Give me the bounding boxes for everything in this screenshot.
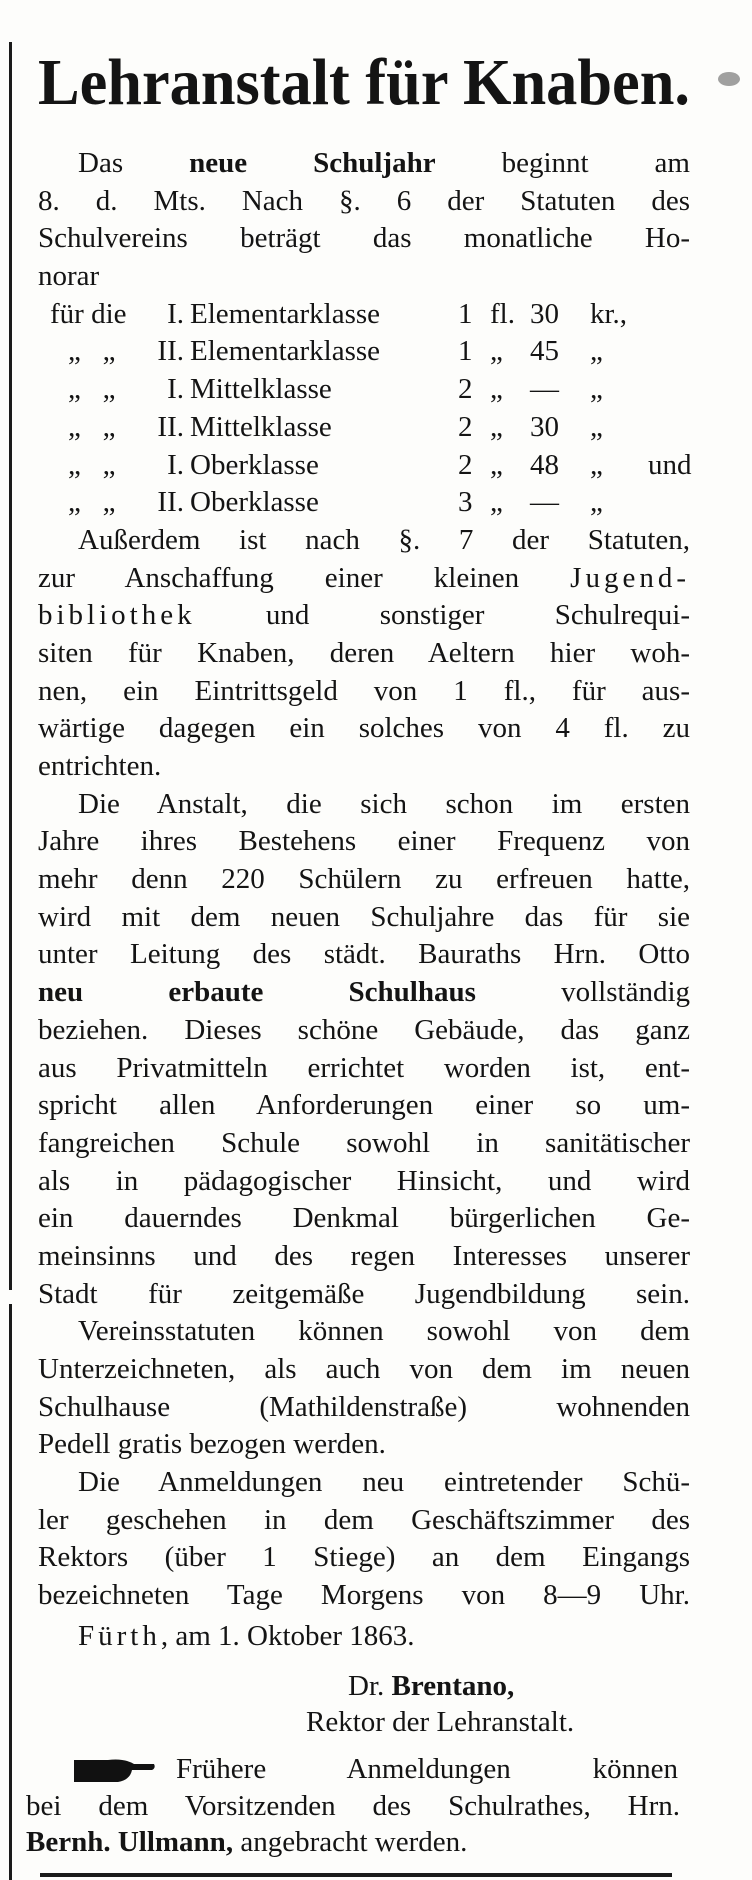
text-segment: spricht allen Anforderungen einer so um- — [38, 1089, 690, 1122]
notice-line-2 — [26, 1788, 680, 1826]
fee-row-florin-unit: „ — [490, 448, 503, 481]
left-column-rule — [9, 42, 12, 1880]
text-line — [38, 673, 690, 711]
text-segment: Rektors (über 1 Stiege) an dem Eingangs — [38, 1541, 690, 1574]
text-line-content — [38, 1539, 690, 1577]
text-line — [38, 1163, 690, 1201]
notice-line-1-content — [74, 1751, 678, 1789]
text-segment: Vereinsstatuten können sowohl von dem — [78, 1315, 690, 1348]
fee-table-row — [38, 371, 690, 409]
text-segment: ler geschehen in dem Geschäftszimmer des — [38, 1503, 690, 1536]
text-segment: neu erbaute Schulhaus — [38, 976, 476, 1009]
rule-gap — [8, 1290, 13, 1304]
text-line-content — [38, 1238, 690, 1276]
text-line-content — [38, 1351, 690, 1389]
text-segment: aus Privatmitteln errichtet worden ist, ent- — [38, 1051, 690, 1084]
text-segment: Jahre ihres Bestehens einer Frequenz von — [38, 825, 690, 858]
notice-text-2: bei dem Vorsitzenden des Schulrathes, Hrn. — [26, 1790, 680, 1822]
pointing-hand-icon — [74, 1758, 156, 1784]
text-line-content — [38, 748, 161, 786]
text-segment: nen, ein Eintrittsgeld von 1 fl., für aus- — [38, 674, 690, 707]
signature-role: Rektor der Lehranstalt. — [306, 1706, 575, 1738]
text-line — [38, 597, 690, 635]
fee-table-row — [38, 333, 690, 371]
text-segment: zur Anschaffung einer kleinen — [38, 561, 571, 594]
text-segment: norar — [38, 260, 100, 293]
text-line — [38, 899, 690, 937]
text-segment: entrichten. — [38, 750, 162, 782]
text-line-content — [78, 1464, 690, 1502]
ink-smudge — [718, 72, 740, 86]
text-line — [38, 786, 690, 824]
page-title-text: Lehranstalt für Knaben. — [38, 46, 690, 119]
text-line-content — [38, 560, 690, 598]
text-line-content — [38, 1012, 690, 1050]
text-line — [38, 1426, 690, 1464]
fee-row-kreuzer-unit: „ — [590, 373, 603, 406]
fee-row-florin-unit: „ — [490, 373, 503, 406]
fee-row-ditto: für die — [50, 297, 127, 330]
notice-text-1: Frühere Anmeldungen können — [176, 1753, 678, 1785]
text-line-content — [38, 1502, 690, 1540]
text-segment: und sonstiger Schulrequi- — [195, 599, 690, 632]
text-line-content — [38, 220, 690, 258]
fee-row-extra: und — [648, 448, 692, 481]
fee-row-kreuzer: 48 — [530, 448, 559, 481]
text-line — [38, 1464, 690, 1502]
fee-table-row — [38, 409, 690, 447]
text-line — [38, 560, 690, 598]
text-line-content — [38, 899, 690, 937]
text-line — [38, 1125, 690, 1163]
text-segment: wärtige dagegen ein solches von 4 fl. zu — [38, 712, 690, 745]
fee-table-row — [38, 484, 690, 522]
fee-row-class: Elementarklasse — [190, 335, 381, 368]
text-line-content — [38, 974, 690, 1012]
text-line-content — [38, 597, 690, 635]
text-line — [38, 861, 690, 899]
text-line-content — [38, 1426, 386, 1464]
fee-table-row — [38, 296, 690, 334]
fee-row-florin: 2 — [458, 448, 473, 481]
fee-row-level: II. — [157, 335, 184, 368]
text-line-content — [38, 936, 690, 974]
text-line-content — [38, 183, 690, 221]
text-segment: Schulhause (Mathildenstraße) wohnenden — [38, 1390, 690, 1423]
text-line-content — [38, 1163, 690, 1201]
fee-row-kreuzer: 30 — [530, 297, 559, 330]
notice-line-3-content — [26, 1824, 467, 1862]
text-line — [38, 823, 690, 861]
fee-row-florin-unit: fl. — [490, 297, 515, 330]
text-line-content — [38, 1577, 690, 1615]
signature-surname: Brentano, — [391, 1670, 515, 1702]
text-line-content — [38, 1389, 690, 1427]
fee-row-kreuzer-unit: „ — [590, 410, 603, 443]
fee-row-florin: 1 — [458, 335, 473, 368]
fee-row-florin: 2 — [458, 373, 473, 406]
fee-row-florin: 3 — [458, 486, 473, 519]
fee-row-kreuzer-unit: „ — [590, 335, 603, 368]
text-line-content — [38, 1087, 690, 1125]
fee-row-class: Mittelklasse — [190, 373, 332, 406]
fee-row-florin: 2 — [458, 410, 473, 443]
text-line — [38, 1276, 690, 1314]
text-line — [38, 974, 690, 1012]
text-line-content — [38, 1276, 690, 1314]
text-segment: Jugend- — [570, 561, 690, 594]
text-line — [38, 220, 690, 258]
text-line-content — [78, 1313, 690, 1351]
text-line — [38, 635, 690, 673]
fee-row-level: II. — [157, 486, 184, 519]
text-line — [38, 1502, 690, 1540]
text-line-content — [38, 1050, 690, 1088]
text-segment: mehr denn 220 Schülern zu erfreuen hatte, — [38, 863, 690, 896]
fee-row-florin: 1 — [458, 297, 473, 330]
text-segment: neue Schuljahr — [189, 147, 436, 179]
text-line-content — [38, 1200, 690, 1238]
text-segment: Stadt für zeitgemäße Jugendbildung sein. — [38, 1277, 690, 1310]
text-segment: bibliothek — [38, 599, 196, 632]
fee-row-ditto: „ „ — [68, 410, 116, 443]
text-segment: Die Anmeldungen neu eintretender Schü- — [78, 1466, 690, 1499]
notice-line-3 — [26, 1824, 680, 1862]
text-line — [38, 1050, 690, 1088]
fee-row-kreuzer: — — [530, 486, 559, 519]
text-line-content — [78, 522, 690, 560]
text-segment: als in pädagogischer Hinsicht, und wird — [38, 1164, 690, 1197]
text-segment: wird mit dem neuen Schuljahre das für sie — [38, 900, 690, 933]
signature-prefix: Dr. — [348, 1670, 392, 1702]
text-line-content — [38, 1125, 690, 1163]
fee-row-ditto: „ „ — [68, 335, 116, 368]
fee-row-kreuzer: — — [530, 373, 559, 406]
text-line-content — [78, 786, 690, 824]
text-segment: beginnt am — [435, 147, 690, 179]
fee-row-kreuzer: 30 — [530, 410, 559, 443]
dateline-date: , am 1. Oktober 1863. — [160, 1620, 415, 1652]
signature-name — [348, 1668, 514, 1706]
text-line-content — [78, 145, 690, 183]
fee-row-level: I. — [167, 373, 184, 406]
text-line — [38, 1351, 690, 1389]
text-line-content — [38, 823, 690, 861]
text-line — [38, 1577, 690, 1615]
text-segment: fangreichen Schule sowohl in sanitätischer — [38, 1126, 690, 1159]
text-line — [38, 258, 690, 296]
text-segment: unter Leitung des städt. Bauraths Hrn. Otto — [38, 938, 690, 971]
text-segment: Die Anstalt, die sich schon im ersten — [78, 787, 690, 820]
fee-row-ditto: „ „ — [68, 373, 116, 406]
text-segment: meinsinns und des regen Interesses unserer — [38, 1239, 690, 1272]
text-line — [38, 1087, 690, 1125]
fee-row-kreuzer-unit: kr., — [590, 297, 628, 330]
notice-text-3: angebracht werden. — [233, 1826, 468, 1858]
text-line-content — [38, 861, 690, 899]
fee-row-kreuzer: 45 — [530, 335, 559, 368]
text-line — [38, 710, 690, 748]
text-line-content — [38, 673, 690, 711]
text-line — [38, 183, 690, 221]
text-line-content — [38, 635, 690, 673]
fee-row-kreuzer-unit: „ — [590, 448, 603, 481]
text-line — [38, 1313, 690, 1351]
fee-row-class: Elementarklasse — [190, 297, 381, 330]
fee-row-florin-unit: „ — [490, 486, 503, 519]
text-segment: bezeichneten Tage Morgens von 8—9 Uhr. — [38, 1579, 690, 1612]
fee-table-row — [38, 447, 690, 485]
fee-row-class: Mittelklasse — [190, 410, 332, 443]
fee-row-florin-unit: „ — [490, 410, 503, 443]
fee-row-class: Oberklasse — [190, 448, 319, 481]
text-segment: Außerdem ist nach §. 7 der Statuten, — [78, 523, 690, 556]
text-line — [38, 1389, 690, 1427]
text-segment: siten für Knaben, deren Aeltern hier woh- — [38, 636, 690, 669]
text-segment: Schulvereins beträgt das monatliche Ho- — [38, 222, 690, 255]
text-line — [38, 936, 690, 974]
fee-row-ditto: „ „ — [68, 448, 116, 481]
fee-row-level: I. — [167, 297, 184, 330]
fee-row-level: I. — [167, 448, 184, 481]
text-line — [38, 1238, 690, 1276]
fee-row-class: Oberklasse — [190, 486, 319, 519]
fee-row-kreuzer-unit: „ — [590, 486, 603, 519]
fee-row-level: II. — [157, 410, 184, 443]
text-segment: beziehen. Dieses schöne Gebäude, das ganz — [38, 1013, 690, 1046]
text-segment: Unterzeichneten, als auch von dem im neuen — [38, 1353, 690, 1385]
text-line-content — [38, 710, 690, 748]
text-line — [38, 1539, 690, 1577]
text-line — [38, 1012, 690, 1050]
text-segment: 8. d. Mts. Nach §. 6 der Statuten des — [38, 184, 690, 217]
text-segment: ein dauerndes Denkmal bürgerlichen Ge- — [38, 1202, 690, 1235]
text-line-content — [38, 258, 99, 296]
text-segment: vollständig — [475, 976, 691, 1009]
notice-name: Bernh. Ullmann, — [26, 1826, 234, 1858]
text-segment: Pedell gratis bezogen werden. — [38, 1428, 386, 1461]
fee-row-ditto: „ „ — [68, 486, 116, 519]
text-line — [38, 1200, 690, 1238]
dateline — [78, 1618, 415, 1656]
fee-row-florin-unit: „ — [490, 335, 503, 368]
bottom-rule — [40, 1873, 672, 1877]
page-title — [38, 38, 690, 128]
text-line — [38, 522, 690, 560]
dateline-place: Fürth — [78, 1620, 161, 1652]
notice-line-1 — [74, 1751, 678, 1789]
text-line — [38, 748, 690, 786]
text-segment: Das — [78, 147, 190, 179]
advertisement-body — [38, 145, 690, 1615]
text-line — [38, 145, 690, 183]
